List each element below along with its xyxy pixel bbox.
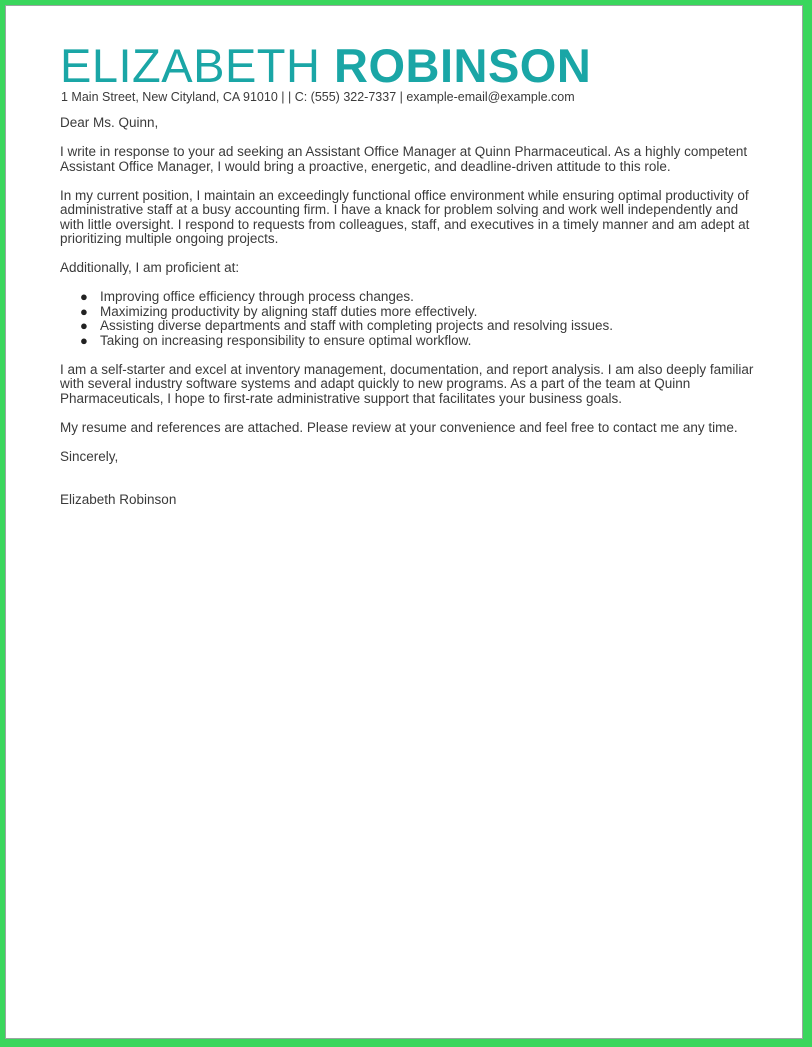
list-item xyxy=(80,332,760,349)
list-intro: Additionally, I am proficient at: xyxy=(60,260,240,275)
contact-info: 1 Main Street, New Cityland, CA 91010 | | C: (555) 322-7337 | example-email@example.com xyxy=(61,90,575,104)
skills-list xyxy=(60,290,760,348)
salutation: Dear Ms. Quinn, xyxy=(60,115,159,130)
list-item xyxy=(80,303,760,320)
list-item-text: Maximizing productivity by aligning staff duties more effectively. xyxy=(100,303,478,319)
bullet-icon: ● xyxy=(80,303,88,319)
letter-page xyxy=(5,5,803,1039)
signature-name: Elizabeth Robinson xyxy=(60,492,177,507)
list-item-text: Improving office efficiency through process changes. xyxy=(100,289,414,304)
list-item xyxy=(80,289,760,305)
bullet-icon: ● xyxy=(80,332,88,348)
paragraph-skills: I am a self-starter and excel at inventory management, documentation, and report analysis. I am also deeply familiar with several industry software systems and adapt quickly to new programs. As a part of the team at Quinn Pharmaceuticals, I hope to first-rate administrative support that facilitates your business goals. xyxy=(60,361,754,406)
letter-body xyxy=(60,116,760,522)
paragraph-intro: I write in response to your ad seeking an Assistant Office Manager at Quinn Pharmaceutical. As a highly competent Assistant Office Manager, I would bring a proactive, energetic, and deadline-driven attitude to this role. xyxy=(60,144,748,174)
paragraph-current-position: In my current position, I maintain an exceedingly functional office environment while ensuring optimal productivity of administrative staff at a busy accounting firm. I have a knack for problem solving and work well independently and with little oversight. I respond to requests from colleagues, staff, and executives in a timely manner and am adept at prioritizing multiple ongoing projects. xyxy=(60,187,750,246)
list-item-text: Taking on increasing responsibility to ensure optimal workflow. xyxy=(100,332,472,348)
last-name: ROBINSON xyxy=(334,39,592,92)
bullet-icon: ● xyxy=(80,289,88,304)
applicant-name xyxy=(60,40,591,92)
signature-gap xyxy=(60,479,760,494)
first-name: ELIZABETH xyxy=(60,39,321,92)
paragraph-closing: My resume and references are attached. Please review at your convenience and feel free to contact me any time. xyxy=(60,419,738,435)
list-item-text: Assisting diverse departments and staff with completing projects and resolving issues. xyxy=(100,318,614,333)
closing: Sincerely, xyxy=(60,448,119,464)
bullet-icon: ● xyxy=(80,318,88,333)
list-item xyxy=(80,318,760,334)
